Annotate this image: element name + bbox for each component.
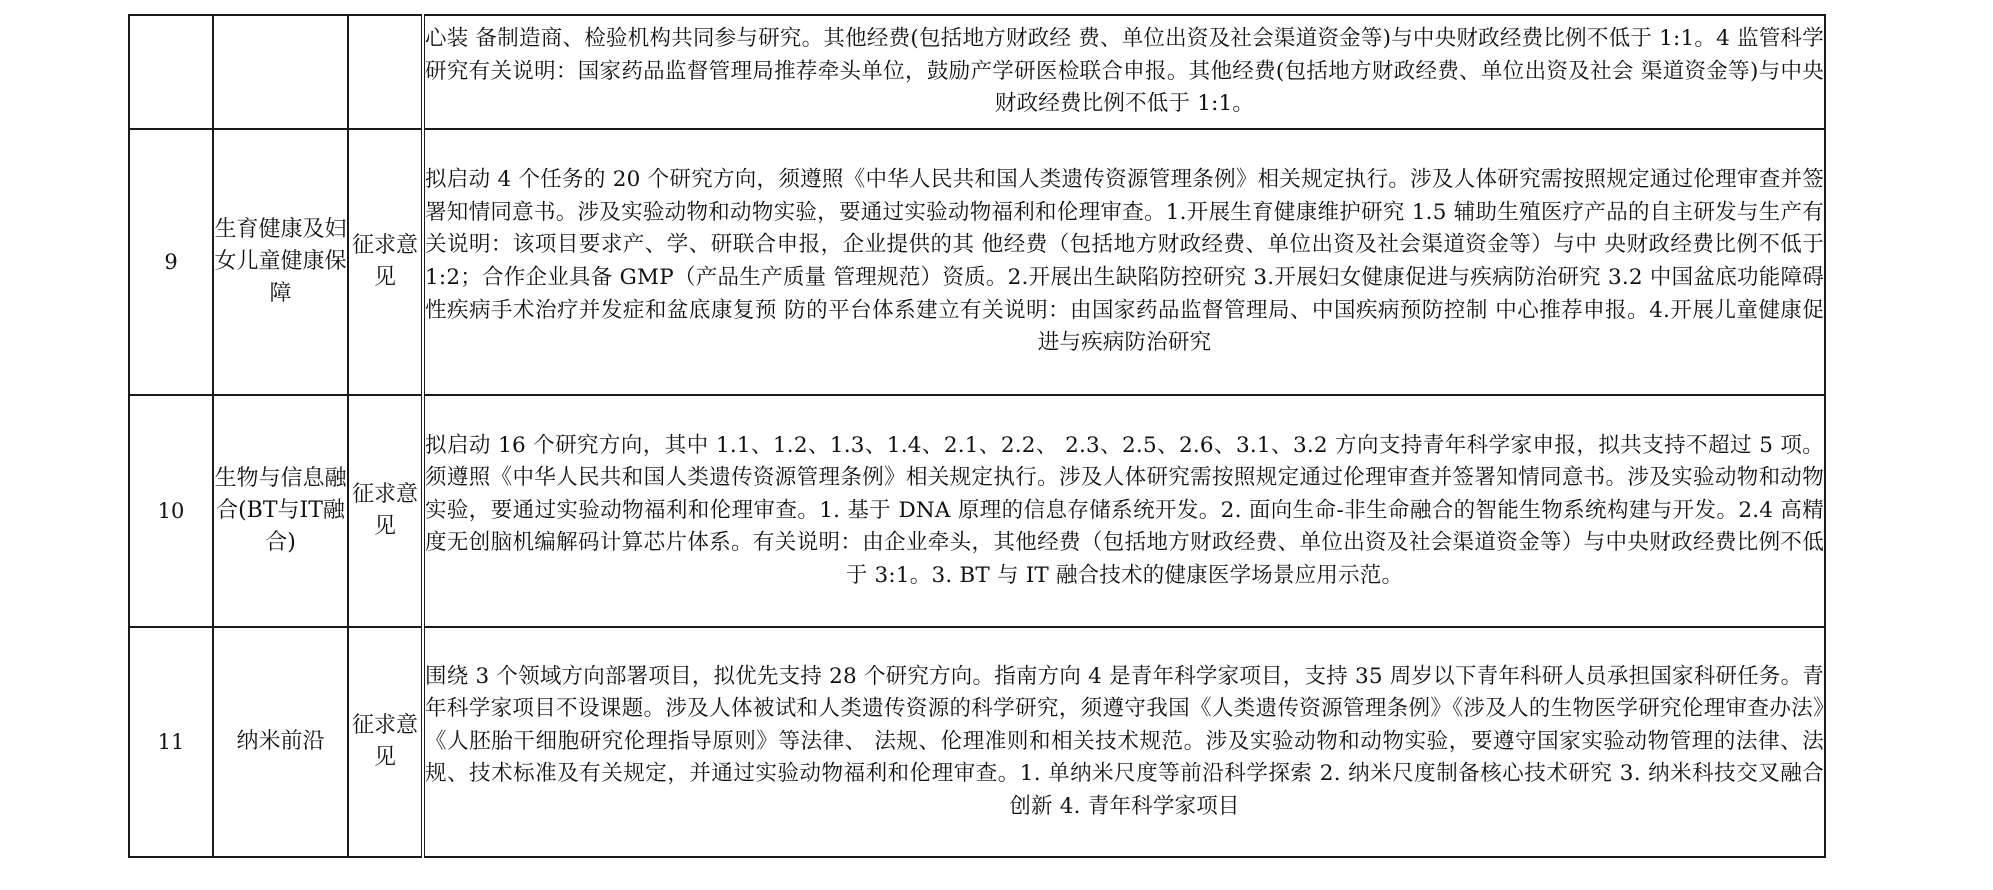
- description-cell: 拟启动 16 个研究方向，其中 1.1、1.2、1.3、1.4、2.1、2.2、 2.3、2.5、2.6、3.1、3.2 方向支持青年科学家申报，拟共支持不超过 5 项。须遵照《中华人民共和国人类遗传资源管理条例》相关规定执行。涉及人体研究需按照规定通过伦理审查并签署知情同意书。涉及实验动物和动物实验，要通过实验动物福利和伦理审查。1. 基于 DNA 原理的信息存储系统开发。2. 面向生命-非生命融合的智能生物系统构建与开发。2.4 高精度无创脑机编解码计算芯片体系。有关说明：由企业牵头，其他经费（包括地方财政经费、单位出资及社会渠道资金等）与中央财政经费比例不低于 3:1。3. BT 与 IT 融合技术的健康医学场景应用示范。: [423, 395, 1825, 627]
- description-cell: 围绕 3 个领域方向部署项目，拟优先支持 28 个研究方向。指南方向 4 是青年科学家项目，支持 35 周岁以下青年科研人员承担国家科研任务。青年科学家项目不设课题。涉及人体被试和人类遗传资源的科学研究，须遵守我国《人类遗传资源管理条例》《涉及人的生物医学研究伦理审查办法》《人胚胎干细胞研究伦理指导原则》等法律、 法规、伦理准则和相关技术规范。涉及实验动物和动物实验，要遵守国家实验动物管理的法律、法规、技术标准及有关规定，并通过实验动物福利和伦理审查。1. 单纳米尺度等前沿科学探索 2. 纳米尺度制备核心技术研究 3. 纳米科技交叉融合创新 4. 青年科学家项目: [423, 627, 1825, 857]
- research-field: 生育健康及妇女儿童健康保障: [213, 129, 348, 395]
- description-cell: 心装 备制造商、检验机构共同参与研究。其他经费(包括地方财政经 费、单位出资及社会渠道资金等)与中央财政经费比例不低于 1:1。4 监管科学研究有关说明：国家药品监督管理局推荐牵头单位，鼓励产学研医检联合申报。其他经费(包括地方财政经费、单位出资及社会 渠道资金等)与中央财政经费比例不低于 1:1。: [423, 15, 1825, 129]
- table-row: [129, 129, 1825, 395]
- row-number: [129, 15, 213, 129]
- opinion-type: 征求意见: [348, 627, 423, 857]
- research-field: 纳米前沿: [213, 627, 348, 857]
- opinion-type: 征求意见: [348, 129, 423, 395]
- table-row: [129, 627, 1825, 857]
- table-row: [129, 15, 1825, 129]
- row-number: 9: [129, 129, 213, 395]
- research-field: [213, 15, 348, 129]
- opinion-type: 征求意见: [348, 395, 423, 627]
- row-number: 11: [129, 627, 213, 857]
- opinion-type: [348, 15, 423, 129]
- research-field: 生物与信息融合(BT与IT融合): [213, 395, 348, 627]
- table-row: [129, 395, 1825, 627]
- description-cell: 拟启动 4 个任务的 20 个研究方向，须遵照《中华人民共和国人类遗传资源管理条例》相关规定执行。涉及人体研究需按照规定通过伦理审查并签署知情同意书。涉及实验动物和动物实验，要通过实验动物福利和伦理审查。1.开展生育健康维护研究 1.5 辅助生殖医疗产品的自主研发与生产有关说明：该项目要求产、学、研联合申报，企业提供的其 他经费（包括地方财政经费、单位出资及社会渠道资金等）与中 央财政经费比例不低于 1:2；合作企业具备 GMP（产品生产质量 管理规范）资质。2.开展出生缺陷防控研究 3.开展妇女健康促进与疾病防治研究 3.2 中国盆底功能障碍性疾病手术治疗并发症和盆底康复预 防的平台体系建立有关说明：由国家药品监督管理局、中国疾病预防控制 中心推荐申报。4.开展儿童健康促进与疾病防治研究: [423, 129, 1825, 395]
- row-number: 10: [129, 395, 213, 627]
- guideline-table: [128, 14, 1826, 858]
